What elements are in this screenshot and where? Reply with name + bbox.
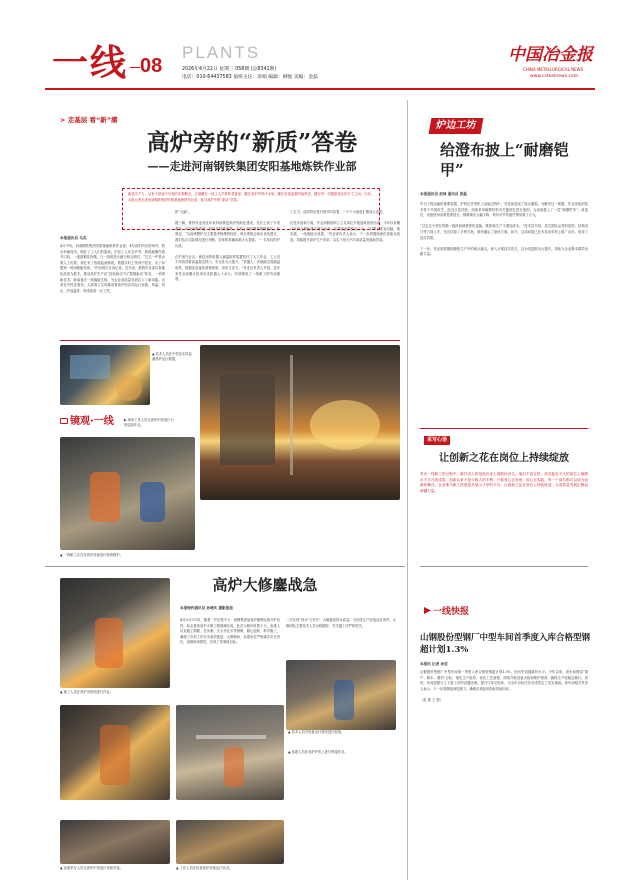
brand-url[interactable]: www.csteelnews.com: [530, 74, 579, 79]
brand-logo: 中国冶金报: [508, 45, 593, 65]
mirror-caption: ▶ 现场工作人员在高炉炉前进行日常巡检作业。: [124, 418, 174, 427]
maintenance-photo: [60, 437, 195, 550]
overhaul-photo-6: [176, 820, 284, 864]
issue-line: 2026年4月22日 星期三 058期 (总8341期): [182, 67, 277, 72]
feature-kicker: > 走基层 看“新”潮: [60, 116, 118, 124]
news-title: 山钢股份型钢厂中型车间首季度入库合格型钢超计划1.3%: [420, 633, 591, 655]
page-number: 08: [140, 55, 163, 77]
overhaul-col-2: 一次实现“铁水”与开炉，大幅提高铁水质量，为后续生产创造良好条件。大修团队主要技术人员全程跟踪，对关键工序严格把关。: [286, 618, 396, 628]
feature-divider: [60, 340, 400, 341]
photo-caption-2: ▲ 一线职工正在对高炉设备进行检查维护。: [60, 553, 123, 557]
overhaul-photo-3: [60, 705, 170, 800]
news-chevron-icon: [424, 607, 431, 614]
column-rule: [420, 428, 588, 429]
overhaul-caption-5: ▲ 工作人员在检查高炉设备运行状况。: [176, 866, 233, 870]
overhaul-caption-2: ▲ 技术人员对设备运行情况进行检查。: [288, 730, 345, 734]
feature-byline: 本报通讯员 马兆: [60, 236, 87, 240]
overhaul-caption-3: ▲ 参建人员在高炉炉体上进行焊接作业。: [288, 750, 348, 754]
overhaul-caption-4: ▲ 参建单位人员在高炉炉顶进行设备安装。: [60, 866, 123, 870]
overhaul-photo-1: [60, 578, 170, 688]
feature-title: 高炉旁的“新质”答卷: [146, 129, 358, 156]
feature-bottom-rule: [45, 566, 405, 567]
overhaul-photo-2: [286, 660, 396, 730]
essay-rule: [420, 566, 588, 567]
overhaul-col-1: 4月20日11时，随着一声出铁令下，南钢集团某高炉顺利实现开炉出铁，标志着该高炉大修工程圆满完成。此次大修历时数十天，参建人员克服工期紧、任务重、交叉作业多等困难，精心组织、科学施工，确保了各项工作安全高效推进。大修期间，参建单位严格落实安全责任，加强现场管控，实现了零事故目标。: [180, 618, 280, 645]
brand-en: CHINA METALLURGICAL NEWS: [523, 67, 584, 72]
news-body: 山钢股份型钢厂中型车间第一季度入库合格型钢超计划1.3%，创历史同期最好水平。今年以来，该车间围绕“提产、降本、增效”目标，强化生产组织，优化工艺流程，持续开展设备点检和维护保养，确保生产线稳定顺行。同时，车间加强与上下游工序的沟通协调，提升订单兑现率，为全年目标任务完成奠定了坚实基础。该车间相关负责人表示，下一步将继续深挖潜力，确保各项经营指标持续向好。 （张 敏 王 强）: [420, 670, 588, 702]
photo-caption-1: ▲ 技术人员在中控室实时监测高炉运行数据。: [152, 352, 192, 361]
section-dash-icon: [130, 67, 140, 68]
overhaul-title: 高炉大修鏖战急: [212, 576, 318, 594]
feature-col-1: 4月中旬，河南钢铁集团安阳基地炼铁作业部，4号高炉的出铁场内，铁水奔涌而出，映红了工人们的脸庞。炉前工人站在炉旁，熟练地操作着开口机，一道道钢花四溅，与一线的热火朝天相互映衬。“过去一炉铁水要人工盯着，现在有了智能监测系统，数据实时上传到中控室，出了问题第一时间就能发现。”炉前班长告诉记者。近年来，炼铁作业部以智能化改造为抓手，推动高炉生产由“经验驱动”向“数据驱动”转变，一项项新技术、新装备在一线落地生根，为企业高质量发展注入了新动能。记者在中控室看到，大屏幕上实时跳动着高炉的各项运行参数，风温、风压、炉顶温度、料线高度一目了然。: [60, 244, 165, 293]
column-byline: 本报通讯员 赵琦 通讯员 张磊: [420, 192, 467, 196]
column-divider: [407, 100, 408, 880]
furnace-wide-photo: [200, 345, 400, 500]
essay-tag: 采写心语: [424, 436, 450, 445]
masthead: [0, 0, 640, 100]
section-en: PLANTS: [182, 43, 261, 62]
overhaul-byline: 本报特约通讯员 孙晓庆 摄影报道: [180, 606, 233, 610]
feature-col-3: 了实力，成绩背后是对细节的执着，一个个小改进汇聚成大成效。 在技术创新方面，作业部鼓励职工立足岗位开展创新创效活动，今年以来累计收到合理化建议两百余条，实施后创效数百万元。“只要大家肯动脑、敢实践，一线就能出成果。”作业部负责人表示，下一步将继续深化智能化改造，持续提升高炉生产效率，以实干担当书写高质量发展新答卷。: [290, 210, 400, 242]
overhaul-photo-4: [176, 705, 284, 800]
column-tag: 炉边工坊: [429, 118, 484, 134]
mirror-label: 镜观·一线: [60, 416, 120, 428]
news-tag: 一线快报: [424, 606, 469, 618]
essay-body: 采访一线职工的过程中，最打动人的是他们身上那股钻劲儿。他们不善言辞，却总能在平凡的岗位上琢磨出不平凡的成果。创新从来不是少数人的专利，只要有心去发现、用心去实践，每一个岗位都可以成为创新的舞台。企业要为职工搭建更多展示才华的平台，让创新之花在岗位上持续绽放，为高质量发展汇聚起磅礴力量。: [420, 472, 588, 493]
section-title: 一线: [52, 42, 129, 84]
feature-lead: 新质生产力，从来不是遥不可及的宏观概念，它就藏在一线工人手掌的老茧里，藏在高炉旁的汗水里，藏在设备更新的轰鸣里，藏在每一次数据优化的方寸之间。日前，本报记者走进河南钢铁集团安阳基地炼铁作业部，探寻高炉旁的“新质”答卷。: [128, 192, 374, 202]
news-byline: 本报讯 记者 孙贺: [420, 662, 448, 666]
column-body: 作为工程运输的重要装置，炉料在皮带机上运输过程中，对设备造成了较大磨损。为解决这一难题，作业部组织技术骨干开展攻关，经过反复试验，创新采用耐磨材料对关键部位进行加固，为设备披上了一层“耐磨铠甲”。改造后，设备使用寿命显著延长，维修频次大幅下降，每年可节约备件费用数十万元。 “过去这个部位每隔一段时间就要停机更换，既影响生产又增加成本。”技术员介绍，攻关团队从材料选型、结构设计等方面入手，先后试验了多种方案，最终确定了最优方案。如今，这项成果已在多条皮带机上推广应用，取得了良好效果。 下一步，作业部将继续聚焦生产中的难点痛点，深入开展技术攻关，以小改进推动大提升，持续为企业降本增效贡献力量。: [420, 202, 588, 257]
camera-icon: [60, 418, 68, 424]
kicker-arrow-icon: >: [60, 116, 66, 124]
overhaul-photo-5: [60, 820, 170, 864]
contact-line: 电话：010-64437583 值班主任：余娟 编辑：柳悦 美编：金磊: [182, 75, 318, 80]
column-title: 给澄布披上“耐磨铠甲”: [440, 141, 569, 179]
overhaul-caption-1: ▲ 施工人员在高炉出铁场进行作业。: [60, 690, 114, 694]
essay-title: 让创新之花在岗位上持续绽放: [439, 453, 569, 464]
control-room-photo: [60, 345, 150, 405]
feature-subtitle: ——走进河南钢铁集团安阳基地炼铁作业部: [147, 160, 357, 173]
masthead-rule: [45, 88, 595, 90]
feature-col-2: 的“大脑”。 据了解，炼铁作业部近年来持续推进高炉智能化建设，先后上线了专家系统、炉况诊断系统、智能布料系统等，实现了高炉操作的精准化、标准化。“以前调整炉况主要靠老师傅的经验，现在系统会给出优化建议，我们结合实际情况进行判断，效率和准确率都大大提高。”一名年轻的炉长说。 在炉前作业区，新投用的机器人测温取样装置替代了人工作业，工人们不用再冒着高温靠近铁口，安全性大大提升。“机器人一次就能完成测温取样，数据还直接传到系统里，省时又省力。”作业区负责人介绍，近年来作业部累计投用各类机器人十余台，有效降低了一线职工的劳动强度。: [175, 210, 280, 282]
